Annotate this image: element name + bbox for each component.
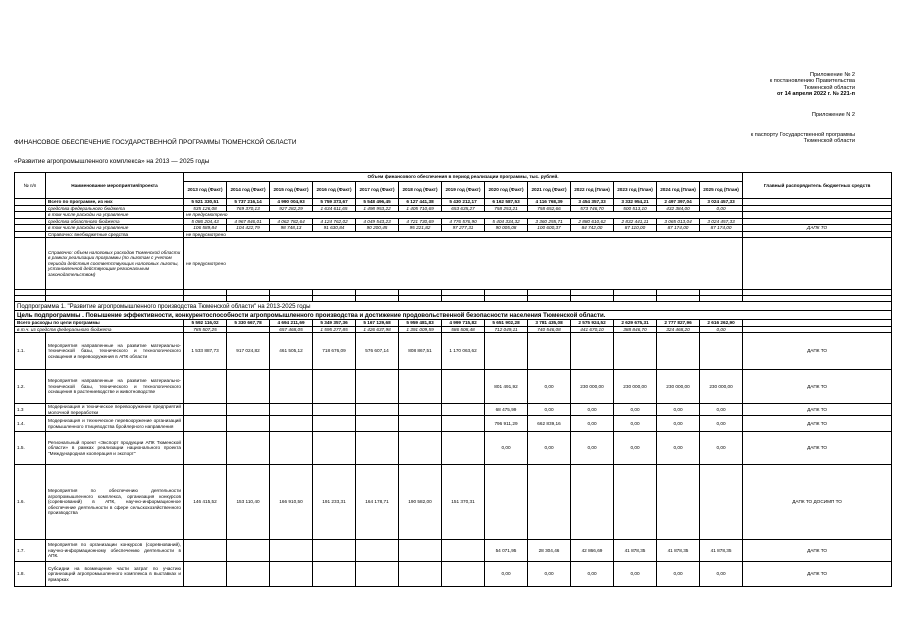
value-cell: 3 024 457,33 <box>700 218 743 225</box>
item-name: Мероприятия направленные на развитие материально-технической базы, технического и технологического оснащения и перевооружения в АПК области <box>46 333 184 370</box>
appendix-date: от 14 апреля 2022 г. № 221-п <box>777 91 855 98</box>
value-cell: 0,00 <box>700 404 743 416</box>
value-cell: 0,00 <box>614 432 657 465</box>
value-cell <box>571 333 614 370</box>
value-cell <box>184 370 227 404</box>
value-cell: 0,00 <box>571 404 614 416</box>
header-year: 2025 год (План) <box>700 182 743 199</box>
value-cell: 4 999 715,82 <box>442 320 485 327</box>
value-cell <box>356 562 399 587</box>
distributor-cell: ДАПК ТО <box>743 370 892 404</box>
value-cell: 441 670,10 <box>571 326 614 333</box>
table-row <box>15 465 892 540</box>
value-cell: 28 304,46 <box>528 540 571 562</box>
distributor-cell: ДАПК ТО <box>743 333 892 370</box>
value-cell: 573 746,70 <box>571 205 614 212</box>
value-cell: 0,00 <box>614 416 657 432</box>
value-cell: 230 000,00 <box>657 370 700 404</box>
table-row <box>15 333 892 370</box>
value-cell: 191 233,31 <box>313 465 356 540</box>
value-cell: 230 000,00 <box>700 370 743 404</box>
value-cell: 106 589,84 <box>184 225 227 232</box>
value-cell: 5 737 216,14 <box>227 199 270 206</box>
value-cell: 0,00 <box>571 416 614 432</box>
value-cell <box>184 562 227 587</box>
value-cell: 230 000,00 <box>571 370 614 404</box>
value-cell: 927 282,29 <box>270 205 313 212</box>
table-row <box>15 404 892 416</box>
value-cell <box>270 370 313 404</box>
value-cell: 3 332 954,21 <box>614 199 657 206</box>
header-year: 2017 год (Факт) <box>356 182 399 199</box>
value-cell: 1 595 277,85 <box>313 326 356 333</box>
table-row <box>15 311 892 320</box>
value-cell: 0,00 <box>657 416 700 432</box>
value-cell: 5 086 204,43 <box>184 218 227 225</box>
value-cell <box>614 333 657 370</box>
value-cell: 1 426 637,98 <box>356 326 399 333</box>
value-cell <box>657 465 700 540</box>
value-cell <box>356 540 399 562</box>
value-cell <box>700 465 743 540</box>
row-num <box>15 238 46 290</box>
item-num: 1.7. <box>15 540 46 562</box>
header-year: 2018 год (Факт) <box>399 182 442 199</box>
document-subtitle: «Развитие агропромышленного комплекса» на 2013 — 2025 годы <box>14 158 210 165</box>
appendix-line: Тюменской области <box>803 138 855 145</box>
value-cell <box>485 465 528 540</box>
appendix-line: Приложение № 2 <box>809 72 855 78</box>
value-cell: 2 575 924,52 <box>571 320 614 327</box>
row-label: средства федерального бюджета <box>46 205 184 212</box>
value-cell: 100 600,37 <box>528 225 571 232</box>
value-cell: 153 110,40 <box>227 465 270 540</box>
value-cell: 758 253,21 <box>485 205 528 212</box>
value-cell: 230 000,00 <box>614 370 657 404</box>
distributor-cell: ДАПК ТО <box>743 225 892 232</box>
value-cell: 388 846,70 <box>614 326 657 333</box>
value-cell: 3 454 357,33 <box>571 199 614 206</box>
value-cell: 4 062 782,64 <box>270 218 313 225</box>
item-name: Мероприятия по организации конкурсов (соревнований), научно-информационному обеспечению деятельности в АПК. <box>46 540 184 562</box>
value-cell: 0,00 <box>700 326 743 333</box>
value-cell: 461 505,12 <box>270 333 313 370</box>
value-cell: 0,00 <box>528 562 571 587</box>
value-cell <box>227 404 270 416</box>
section-title: Подпрограмма 1. "Развитие агропромышленного производства Тюменской области" на 2013-2025 годы <box>15 302 892 311</box>
value-cell: 84 742,00 <box>571 225 614 232</box>
value-cell: 2 880 610,62 <box>571 218 614 225</box>
row-note: не предусмотрено <box>184 212 743 219</box>
value-cell: 4 990 004,93 <box>270 199 313 206</box>
value-cell: 4 116 768,39 <box>528 199 571 206</box>
item-num: 1.3 <box>15 404 46 416</box>
financing-table <box>14 172 892 587</box>
value-cell: 917 024,82 <box>227 333 270 370</box>
value-cell: 0,00 <box>528 432 571 465</box>
value-cell: 87 174,00 <box>657 225 700 232</box>
value-cell: 3 065 013,04 <box>657 218 700 225</box>
value-cell: 41 878,35 <box>657 540 700 562</box>
value-cell: 0,00 <box>700 205 743 212</box>
value-cell: 0,00 <box>485 432 528 465</box>
table-row <box>15 432 892 465</box>
value-cell <box>442 370 485 404</box>
value-cell <box>227 562 270 587</box>
value-cell <box>270 540 313 562</box>
value-cell <box>270 404 313 416</box>
value-cell: 5 651 902,28 <box>485 320 528 327</box>
header-year: 2013 год (Факт) <box>184 182 227 199</box>
distributor-cell <box>743 238 892 290</box>
value-cell: 1 391 009,59 <box>399 326 442 333</box>
value-cell: 5 167 129,68 <box>356 320 399 327</box>
value-cell: 808 867,51 <box>399 333 442 370</box>
value-cell: 500 513,10 <box>614 205 657 212</box>
header-year: 2022 год (План) <box>571 182 614 199</box>
value-cell: 4 721 730,69 <box>399 218 442 225</box>
value-cell: 41 878,35 <box>700 540 743 562</box>
section-goal: Цель подпрограммы . Повышение эффективности, конкурентоспособности агропромышленного производства и достижение продовольственной безопасности населения Тюменской области. <box>15 311 892 320</box>
item-num: 1.2. <box>15 370 46 404</box>
value-cell <box>356 370 399 404</box>
header-volume: Объем финансового обеспечения в период реализации программы, тыс. рублей. <box>184 173 743 182</box>
document-title: ФИНАНСОВОЕ ОБЕСПЕЧЕНИЕ ГОСУДАРСТВЕННОЙ ПРОГРАММЫ ТЮМЕНСКОЙ ОБЛАСТИ <box>14 139 297 146</box>
section-total-label: Всего расходы по цели программы <box>15 320 184 327</box>
row-label: в том числе расходы на управление <box>46 225 184 232</box>
value-cell <box>442 432 485 465</box>
value-cell <box>227 540 270 562</box>
header-year: 2019 год (Факт) <box>442 182 485 199</box>
item-num: 1.6. <box>15 465 46 540</box>
value-cell: 653 635,27 <box>442 205 485 212</box>
value-cell: 95 221,82 <box>399 225 442 232</box>
value-cell: 662 839,16 <box>528 416 571 432</box>
header-distributor: Главный распорядитель бюджетных средств <box>743 173 892 199</box>
value-cell <box>356 416 399 432</box>
value-cell <box>399 432 442 465</box>
value-cell: 5 330 667,78 <box>227 320 270 327</box>
value-cell <box>571 465 614 540</box>
value-cell: 586 508,48 <box>442 326 485 333</box>
value-cell <box>399 562 442 587</box>
value-cell: 4 049 543,23 <box>356 218 399 225</box>
appendix-line: Тюменской области <box>803 84 855 91</box>
value-cell: 5 430 212,17 <box>442 199 485 206</box>
value-cell: 4 124 762,02 <box>313 218 356 225</box>
value-cell: 151 370,31 <box>442 465 485 540</box>
table-row <box>15 562 892 587</box>
value-cell <box>270 432 313 465</box>
row-label: Всего по программе, из них <box>46 199 184 206</box>
value-cell: 97 277,31 <box>442 225 485 232</box>
row-note: не предусмотрено <box>184 231 743 238</box>
item-num: 1.1. <box>15 333 46 370</box>
value-cell: 718 676,09 <box>313 333 356 370</box>
value-cell <box>442 540 485 562</box>
appendix-line: к постановлению Правительства <box>769 78 855 85</box>
value-cell: 657 468,05 <box>270 326 313 333</box>
value-cell: 0,00 <box>614 404 657 416</box>
value-cell: 4 967 846,01 <box>227 218 270 225</box>
value-cell: 0,00 <box>571 562 614 587</box>
item-name: Модернизация и техническое перевооружение организаций промышленного птицеводства бройлерного направления <box>46 416 184 432</box>
value-cell: 0,00 <box>571 432 614 465</box>
value-cell <box>399 404 442 416</box>
value-cell <box>700 333 743 370</box>
value-cell: 0,00 <box>528 404 571 416</box>
section-federal-label: в т.ч. из средств федерального бюджета <box>15 326 184 333</box>
value-cell <box>442 416 485 432</box>
value-cell <box>184 432 227 465</box>
table-row <box>15 302 892 311</box>
distributor-cell: ДАПК ТО ДОСИМП ТО <box>743 465 892 540</box>
value-cell: 5 759 373,67 <box>313 199 356 206</box>
value-cell: 801 491,92 <box>485 370 528 404</box>
distributor-cell: ДАПК ТО <box>743 432 892 465</box>
value-cell: 91 630,84 <box>313 225 356 232</box>
appendix-line: к паспорту Государственной программы <box>750 132 855 139</box>
header-year: 2014 год (Факт) <box>227 182 270 199</box>
row-label: средства областного бюджета <box>46 218 184 225</box>
value-cell: 6 162 587,53 <box>485 199 528 206</box>
item-name: Субсидии на возмещение части затрат по участию организаций агропромышленного комплекса в выставках и ярмарках <box>46 562 184 587</box>
value-cell: 1 533 887,73 <box>184 333 227 370</box>
value-cell <box>227 432 270 465</box>
value-cell: 98 748,13 <box>270 225 313 232</box>
value-cell: 1 498 953,22 <box>356 205 399 212</box>
value-cell: 324 468,20 <box>657 326 700 333</box>
row-label: Справочно: внебюджетные средства <box>46 231 184 238</box>
header-year: 2020 год (Факт) <box>485 182 528 199</box>
item-name: Модернизация и техническое перевооружение предприятий молочной переработки <box>46 404 184 416</box>
value-cell: 785 507,25 <box>184 326 227 333</box>
value-cell: 758 652,66 <box>528 205 571 212</box>
value-cell <box>184 416 227 432</box>
value-cell <box>313 370 356 404</box>
value-cell: 5 548 496,45 <box>356 199 399 206</box>
distributor-cell: ДАПК ТО <box>743 540 892 562</box>
value-cell: 740 546,08 <box>528 326 571 333</box>
value-cell <box>313 404 356 416</box>
value-cell: 4 776 576,90 <box>442 218 485 225</box>
item-name: Мероприятия по обеспечению деятельности агропромышленного комплекса, организация конкурсов (соревнований) в АПК, научно-информационное обеспечение деятельности в сфере сельскохозяйственного производства <box>46 465 184 540</box>
header-year: 2015 год (Факт) <box>270 182 313 199</box>
value-cell: 6 127 441,38 <box>399 199 442 206</box>
value-cell: 5 959 481,83 <box>399 320 442 327</box>
table-row <box>15 540 892 562</box>
value-cell: 0,00 <box>700 416 743 432</box>
value-cell <box>313 432 356 465</box>
value-cell <box>485 333 528 370</box>
value-cell <box>356 404 399 416</box>
value-cell <box>313 562 356 587</box>
value-cell: 68 475,99 <box>485 404 528 416</box>
value-cell: 3 360 255,71 <box>528 218 571 225</box>
value-cell: 796 911,29 <box>485 416 528 432</box>
value-cell <box>184 404 227 416</box>
value-cell <box>313 416 356 432</box>
value-cell: 1 634 611,65 <box>313 205 356 212</box>
item-num: 1.4. <box>15 416 46 432</box>
value-cell: 535 126,08 <box>184 205 227 212</box>
value-cell: 2 629 675,31 <box>614 320 657 327</box>
header-name: Наименование мероприятия/проекта <box>46 173 184 199</box>
item-name: Региональный проект «Экспорт продукции АПК Тюменской области» в рамках реализации национального проекта "Международная кооперация и экспорт" <box>46 432 184 465</box>
value-cell: 5 521 330,51 <box>184 199 227 206</box>
header-num: № п/п <box>15 173 46 199</box>
value-cell: 2 777 827,96 <box>657 320 700 327</box>
value-cell: 146 415,52 <box>184 465 227 540</box>
table-body <box>15 173 892 587</box>
value-cell: 90 005,08 <box>485 225 528 232</box>
value-cell <box>657 333 700 370</box>
table-row <box>15 416 892 432</box>
value-cell <box>528 465 571 540</box>
row-note: не предусмотрено <box>184 238 743 290</box>
value-cell: 0,00 <box>657 404 700 416</box>
appendix-line: Приложение N 2 <box>811 111 855 118</box>
value-cell: 1 170 063,62 <box>442 333 485 370</box>
value-cell <box>227 370 270 404</box>
appendix-block <box>751 72 855 145</box>
value-cell: 104 422,79 <box>227 225 270 232</box>
value-cell: 5 349 357,36 <box>313 320 356 327</box>
value-cell: 576 607,14 <box>356 333 399 370</box>
value-cell: 166 910,50 <box>270 465 313 540</box>
value-cell: 0,00 <box>657 562 700 587</box>
item-num: 1.5. <box>15 432 46 465</box>
value-cell: 42 866,69 <box>571 540 614 562</box>
value-cell: 0,00 <box>700 562 743 587</box>
item-name: Мероприятия направленные на развитие материально-технической базы, технического и технологического оснащения в растениеводстве и животноводстве <box>46 370 184 404</box>
value-cell: 3 781 435,08 <box>528 320 571 327</box>
value-cell: 190 582,00 <box>399 465 442 540</box>
value-cell <box>399 540 442 562</box>
value-cell: 87 110,00 <box>614 225 657 232</box>
header-year: 2021 год (Факт) <box>528 182 571 199</box>
value-cell <box>270 416 313 432</box>
value-cell <box>614 465 657 540</box>
value-cell: 5 592 116,02 <box>184 320 227 327</box>
header-year: 2016 год (Факт) <box>313 182 356 199</box>
value-cell: 1 405 710,69 <box>399 205 442 212</box>
value-cell: 2 832 441,11 <box>614 218 657 225</box>
value-cell: 0,00 <box>485 562 528 587</box>
value-cell: 712 049,11 <box>485 326 528 333</box>
table-row <box>15 238 892 290</box>
value-cell: 90 200,45 <box>356 225 399 232</box>
value-cell: 0,00 <box>657 432 700 465</box>
value-cell: 41 878,35 <box>614 540 657 562</box>
value-cell <box>399 416 442 432</box>
value-cell: 0,00 <box>528 370 571 404</box>
row-label: в том числе расходы на управление <box>46 212 184 219</box>
value-cell: 3 024 457,33 <box>700 199 743 206</box>
value-cell: 87 174,00 <box>700 225 743 232</box>
value-cell: 769 370,13 <box>227 205 270 212</box>
distributor-cell: ДАПК ТО <box>743 404 892 416</box>
value-cell <box>528 333 571 370</box>
value-cell: 432 384,00 <box>657 205 700 212</box>
distributor-cell: ДАПК ТО <box>743 562 892 587</box>
value-cell <box>270 562 313 587</box>
value-cell <box>442 404 485 416</box>
value-cell: 4 694 211,69 <box>270 320 313 327</box>
value-cell: 164 178,71 <box>356 465 399 540</box>
value-cell: 0,00 <box>700 432 743 465</box>
distributor-cell: ДАПК ТО <box>743 416 892 432</box>
value-cell <box>356 432 399 465</box>
value-cell: 5 404 334,32 <box>485 218 528 225</box>
value-cell: 2 497 397,04 <box>657 199 700 206</box>
value-cell: 54 071,95 <box>485 540 528 562</box>
header-year: 2023 год (План) <box>614 182 657 199</box>
value-cell <box>227 416 270 432</box>
value-cell: 2 616 262,90 <box>700 320 743 327</box>
value-cell <box>313 540 356 562</box>
value-cell <box>442 562 485 587</box>
row-label: Справочно: объем налоговых расходов Тюменской области в рамках реализации программы (по льготам с учетом периода действия соответствующих налоговых льготы, установленной действующим региональным законодательством) <box>46 238 184 290</box>
header-year: 2024 год (План) <box>657 182 700 199</box>
item-num: 1.8. <box>15 562 46 587</box>
value-cell: 0,00 <box>614 562 657 587</box>
value-cell <box>184 540 227 562</box>
value-cell <box>399 370 442 404</box>
table-row <box>15 370 892 404</box>
